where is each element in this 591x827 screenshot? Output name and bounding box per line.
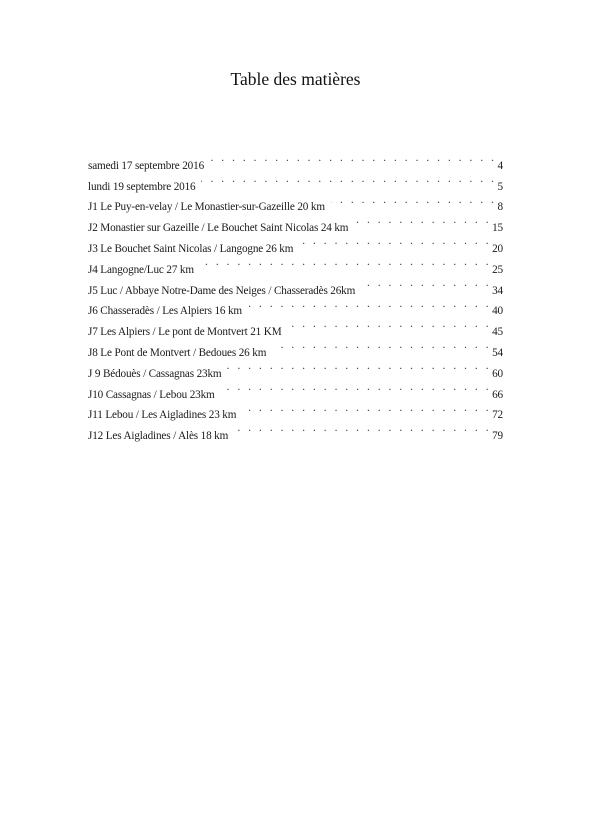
toc-entry-label: J10 Cassagnas / Lebou 23km [88,388,215,401]
toc-entry-label: J1 Le Puy-en-velay / Le Monastier-sur-Gazeille 20 km [88,201,325,214]
toc-entry[interactable] [88,148,503,172]
toc-leader-dots [200,252,491,273]
toc-entry-label: J7 Les Alpiers / Le pont de Montvert 21 KM [88,326,282,339]
toc-leader-dots [361,273,491,294]
toc-entry-page: 54 [492,346,503,359]
toc-leader-dots [227,356,491,377]
toc-entry-page: 8 [497,201,503,214]
toc-entry-label: J8 Le Pont de Montvert / Bedoues 26 km [88,346,267,359]
toc-entry-page: 15 [492,222,503,235]
toc-entry-page: 20 [492,242,503,255]
toc-entry-page: 72 [492,409,503,422]
toc-entry-page: 60 [492,367,503,380]
toc-entry-label: J11 Lebou / Les Aigladines 23 km [88,409,237,422]
toc-leader-dots [201,169,496,190]
toc-entry-page: 4 [497,159,503,172]
toc-entry-label: J 9 Bédouès / Cassagnas 23km [88,367,222,380]
toc-leader-dots [299,231,491,252]
toc-entry-page: 34 [492,284,503,297]
toc-entry-page: 79 [492,430,503,443]
toc-leader-dots [331,190,497,211]
toc-entry-label: J4 Langogne/Luc 27 km [88,263,194,276]
toc-list [88,148,503,443]
toc-leader-dots [242,398,491,419]
toc-entry-label: J3 Le Bouchet Saint Nicolas / Langogne 26 km [88,242,294,255]
toc-leader-dots [234,418,491,439]
toc-entry-label: lundi 19 septembre 2016 [88,180,196,193]
toc-entry-label: J6 Chasseradès / Les Alpiers 16 km [88,305,242,318]
toc-entry-label: J5 Luc / Abbaye Notre-Dame des Neiges / Chasseradès 26km [88,284,356,297]
toc-leader-dots [248,294,491,315]
toc-entry-page: 25 [492,263,503,276]
toc-leader-dots [288,314,492,335]
toc-title: Table des matières [230,69,361,89]
toc-entry-page: 40 [492,305,503,318]
toc-leader-dots [221,377,492,398]
toc-leader-dots [354,210,491,231]
toc-entry-page: 66 [492,388,503,401]
toc-entry-label: samedi 17 septembre 2016 [88,159,205,172]
toc-leader-dots [272,335,491,356]
toc-entry-page: 45 [492,326,503,339]
toc-entry-page: 5 [497,180,503,193]
toc-leader-dots [210,148,497,169]
toc-entry-label: J12 Les Aigladines / Alès 18 km [88,430,229,443]
toc-entry-label: J2 Monastier sur Gazeille / Le Bouchet Saint Nicolas 24 km [88,222,349,235]
